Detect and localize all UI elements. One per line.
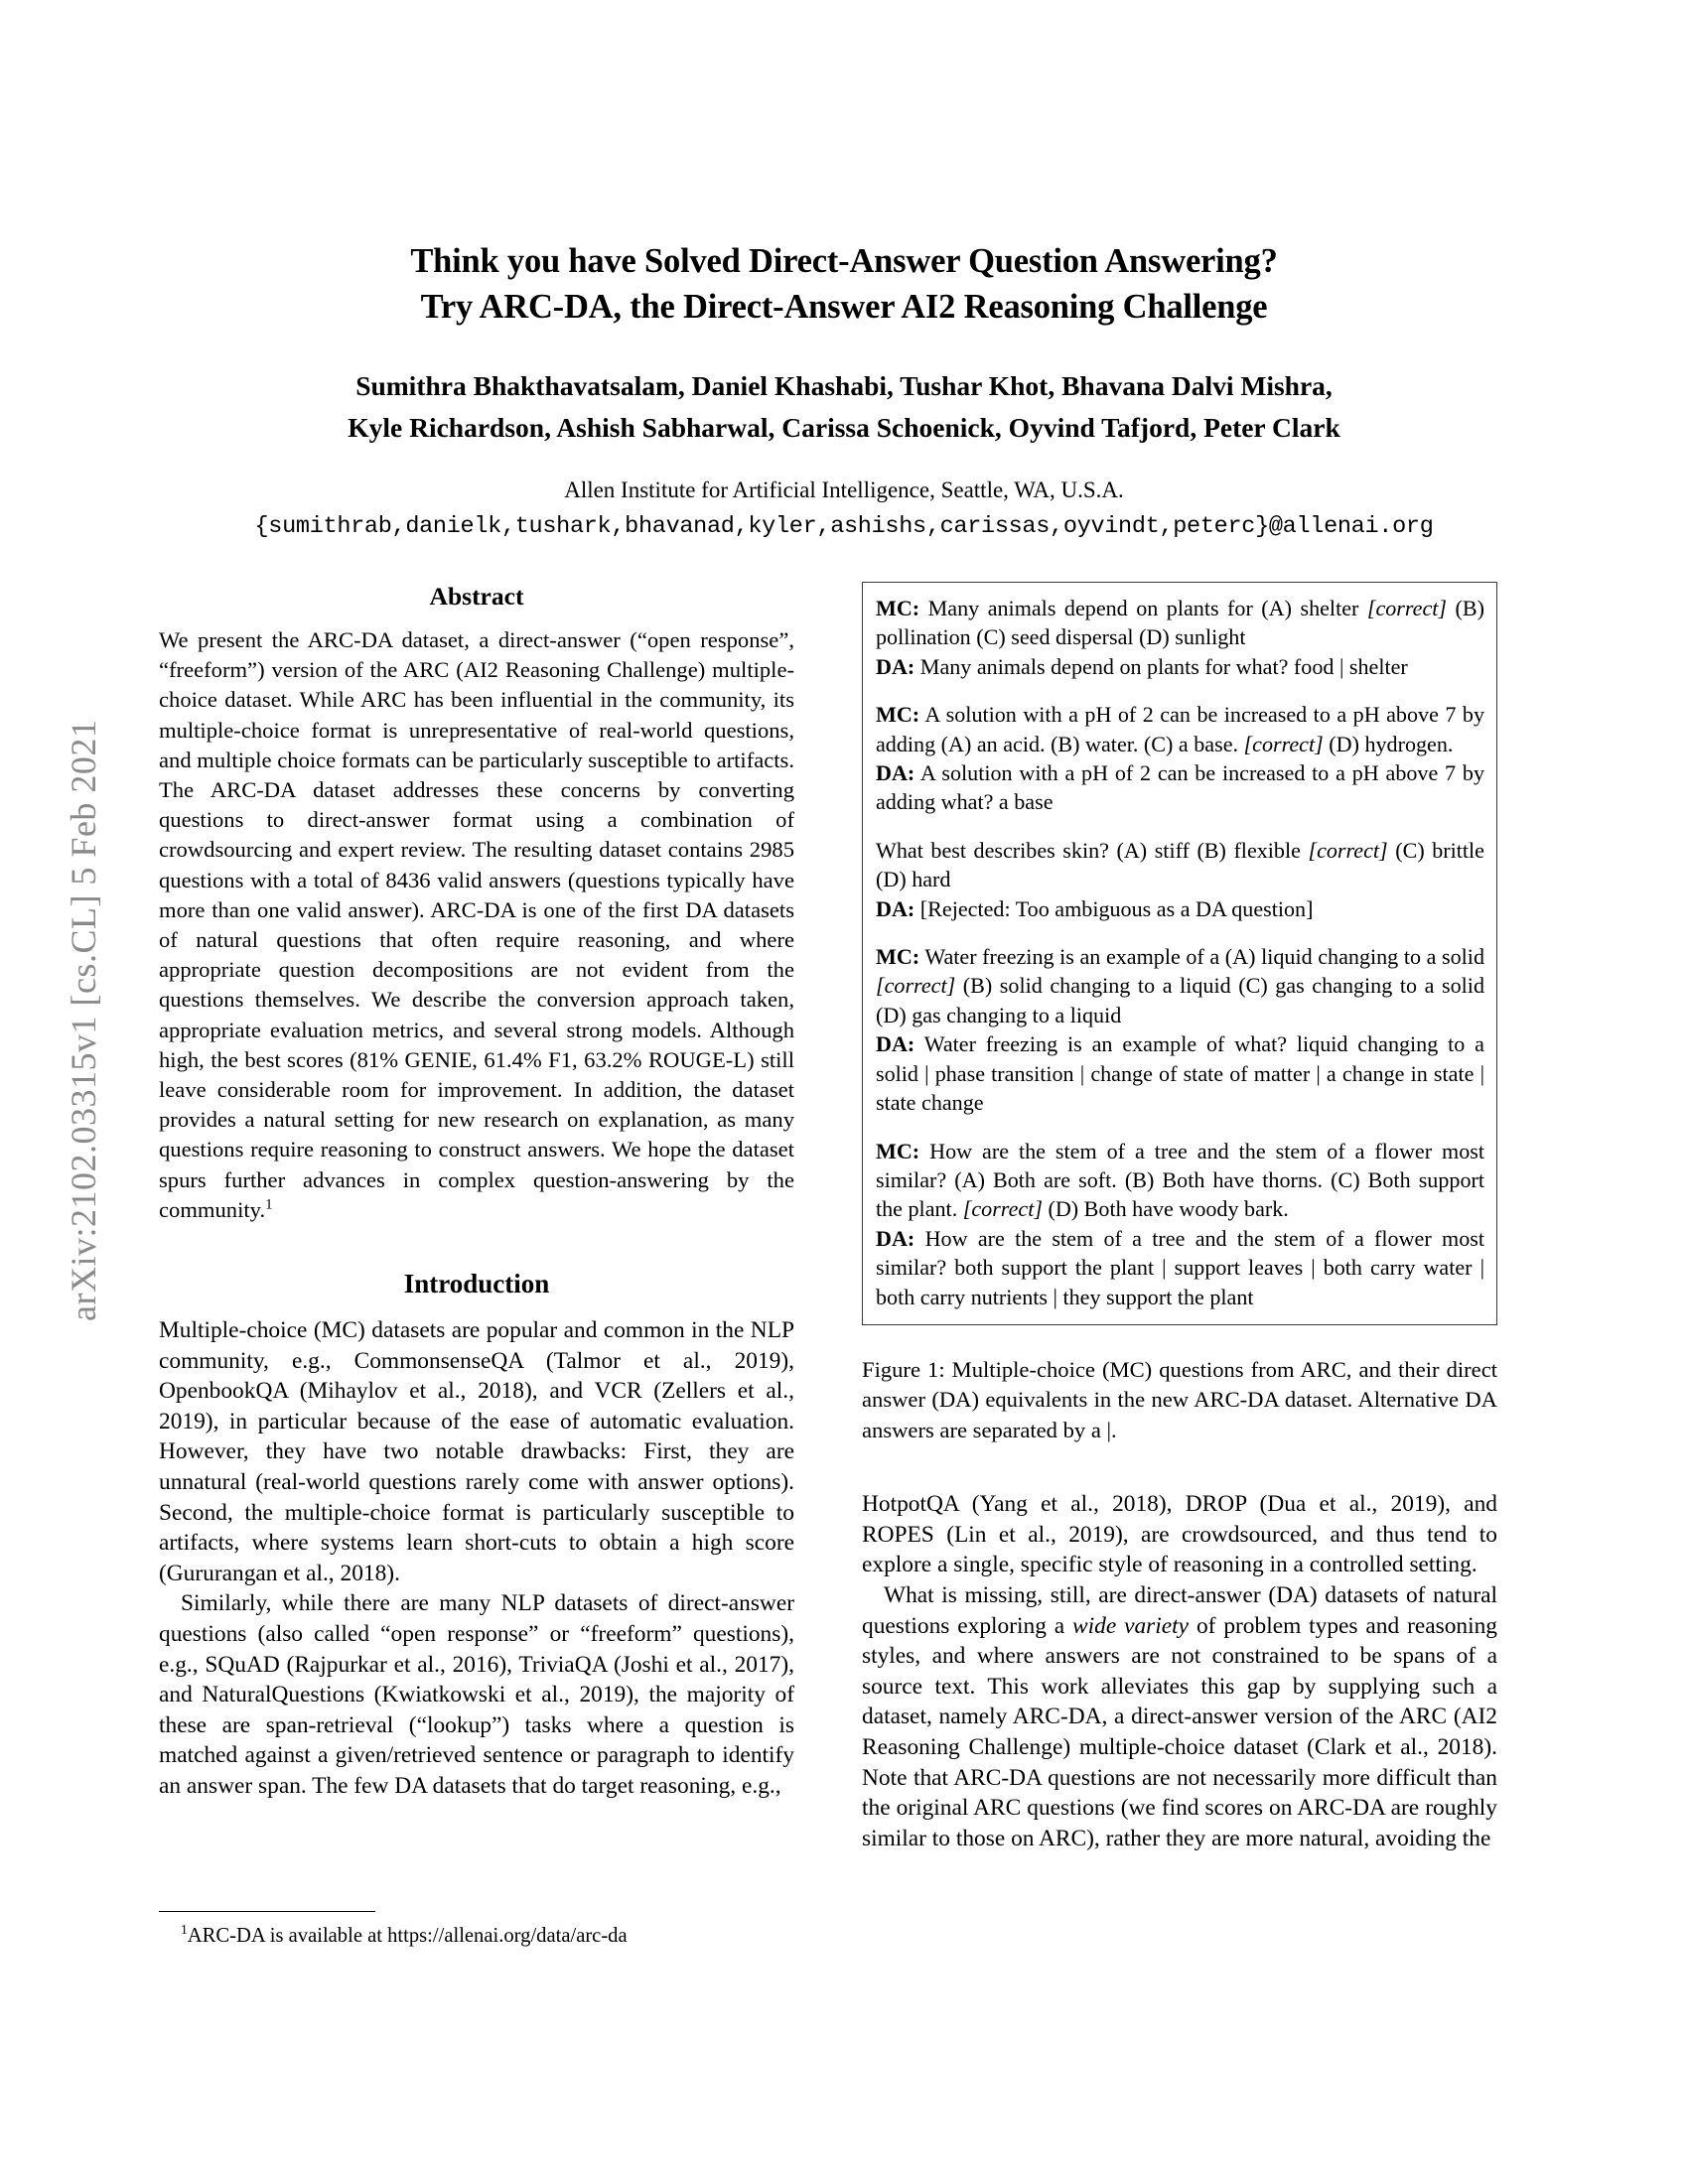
mc-text-post: (B) solid changing to a liquid (C) gas changing to a solid (D) gas changing to a liquid	[876, 973, 1484, 1027]
right-column-body	[862, 1489, 1497, 1853]
mc-text-pre: How are the stem of a tree and the stem of a flower most similar? (A) Both are soft. (B) Both have thorns. (C) Both support the plant.	[876, 1138, 1484, 1222]
paper-title-line-2: Try ARC-DA, the Direct-Answer AI2 Reasoning Challenge	[420, 288, 1268, 326]
masthead	[149, 238, 1539, 544]
mc-text-post: (D) Both have woody bark.	[1042, 1196, 1289, 1222]
paper-title-line-1: Think you have Solved Direct-Answer Question Answering?	[410, 242, 1278, 280]
da-text: How are the stem of a tree and the stem of a flower most similar? both support the plant | support leaves | both carry water | both carry nutrients | they support the plant	[876, 1225, 1484, 1309]
abstract-heading: Abstract	[429, 582, 524, 611]
right-column	[862, 582, 1497, 1853]
abstract-body: We present the ARC-DA dataset, a direct-answer (“open response”, “freeform”) version of the ARC (AI2 Reasoning Challenge) multiple-choice dataset. While ARC has been influential in the community, its multiple-choice format is unrepresentative of real-world questions, and multiple choice formats can be particularly susceptible to artifacts. The ARC-DA dataset addresses these concerns by converting questions to direct-answer format using a combination of crowdsourcing and expert review. The resulting dataset contains 2985 questions with a total of 8436 valid answers (questions typically have more than one valid answer). ARC-DA is one of the first DA datasets of natural questions that often require reasoning, and where appropriate question decompositions are not evident from the questions themselves. We describe the conversion approach taken, appropriate evaluation metrics, and several strong models. Although high, the best scores (81% GENIE, 61.4% F1, 63.2% ROUGE-L) still leave considerable room for improvement. In addition, the dataset provides a natural setting for new research on explanation, as many questions require reasoning to construct answers. We hope the dataset spurs further advances in complex question-answering by the community.	[159, 627, 794, 1222]
mc-text-post: (D) hydrogen.	[1323, 731, 1454, 756]
author-emails: {sumithrab,danielk,tushark,bhavanad,kyler,ashishs,carissas,oyvindt,peterc}@allenai.org	[254, 513, 1434, 540]
footnote-marker: 1	[181, 1922, 188, 1938]
mc-label: MC:	[876, 1138, 920, 1163]
introduction-paragraph-2: Similarly, while there are many NLP datasets of direct-answer questions (also called “open response” or “freeform” questions), e.g., SQuAD (Rajpurkar et al., 2016), TriviaQA (Joshi et al., 2017), and NaturalQuestions (Kwiatkowski et al., 2019), the majority of these are span-retrieval (“lookup”) tasks where a question is matched against a given/retrieved sentence or paragraph to identify an answer span. The few DA datasets that do target reasoning, e.g.,	[159, 1590, 794, 1799]
right-paragraph-1: HotpotQA (Yang et al., 2018), DROP (Dua et al., 2019), and ROPES (Lin et al., 2019), are crowdsourced, and thus tend to explore a single, specific style of reasoning in a controlled setting.	[862, 1491, 1497, 1578]
abstract-text	[159, 625, 794, 1225]
figure-example	[876, 1137, 1484, 1311]
correct-marker: [correct]	[1308, 837, 1388, 863]
figure-example	[876, 594, 1484, 681]
correct-marker: [correct]	[962, 1196, 1043, 1222]
figure-example	[876, 836, 1484, 923]
mc-label: MC:	[876, 596, 920, 620]
correct-marker: [correct]	[1366, 596, 1448, 620]
abstract-footnote-marker: 1	[265, 1196, 273, 1213]
introduction-paragraph-1: Multiple-choice (MC) datasets are popular and common in the NLP community, e.g., CommonsenseQA (Talmor et al., 2019), OpenbookQA (Mihaylov et al., 2018), and VCR (Zellers et al., 2019), in particular because of the ease of automatic evaluation. However, they have two notable drawbacks: First, they are unnatural (real-world questions rarely come with answer options). Second, the multiple-choice format is particularly susceptible to artifacts, where systems learn short-cuts to obtain a high score (Gururangan et al., 2018).	[159, 1317, 794, 1586]
left-column	[159, 582, 794, 1802]
da-label: DA:	[876, 1225, 915, 1251]
mc-text-pre: Many animals depend on plants for (A) shelter	[919, 596, 1367, 620]
right-paragraph-2-part-1: What is missing, still, are direct-answer (DA) datasets of natural questions exploring a	[862, 1581, 1497, 1639]
footnote-area	[159, 1911, 794, 1950]
figure-1-box	[862, 582, 1497, 1325]
footnote-text: ARC-DA is available at https://allenai.org/data/arc-da	[187, 1925, 628, 1947]
mc-text-pre: What best describes skin? (A) stiff (B) flexible	[876, 837, 1309, 863]
mc-text-post: (B) pollination (C) seed dispersal (D) sunlight	[876, 596, 1484, 650]
correct-marker: [correct]	[1243, 731, 1324, 756]
arxiv-stamp: arXiv:2102.03315v1 [cs.CL] 5 Feb 2021	[64, 719, 103, 1321]
da-label: DA:	[876, 653, 915, 679]
footnote-separator	[159, 1911, 375, 1912]
author-line-2: Kyle Richardson, Ashish Sabharwal, Carissa Schoenick, Oyvind Tafjord, Peter Clark	[348, 412, 1340, 443]
correct-marker: [correct]	[876, 973, 956, 999]
figure-1-caption: Figure 1: Multiple-choice (MC) questions from ARC, and their direct answer (DA) equivalents in the new ARC-DA dataset. Alternative DA answers are separated by a |.	[862, 1356, 1497, 1442]
da-label: DA:	[876, 760, 915, 786]
introduction-heading: Introduction	[403, 1269, 550, 1299]
mc-text-pre: A solution with a pH of 2 can be increased to a pH above 7 by adding (A) an acid. (B) water. (C) a base.	[876, 702, 1484, 756]
figure-example	[876, 700, 1484, 817]
da-label: DA:	[876, 895, 915, 921]
author-line-1: Sumithra Bhakthavatsalam, Daniel Khashabi, Tushar Khot, Bhavana Dalvi Mishra,	[355, 370, 1333, 401]
mc-label: MC:	[876, 702, 920, 728]
footnote-1	[159, 1923, 794, 1950]
mc-label: MC:	[876, 944, 920, 970]
right-paragraph-2	[862, 1580, 1497, 1853]
affiliation: Allen Institute for Artificial Intelligence, Seattle, WA, U.S.A.	[564, 478, 1124, 502]
da-text: Many animals depend on plants for what? food | shelter	[914, 653, 1408, 679]
da-text: Water freezing is an example of what? liquid changing to a solid | phase transition | change of state of matter | a change in state | state change	[876, 1031, 1484, 1116]
da-text: [Rejected: Too ambiguous as a DA question]	[914, 895, 1314, 921]
mc-text-post: (C) brittle (D) hard	[876, 837, 1484, 892]
right-paragraph-2-part-2: of problem types and reasoning styles, and where answers are not constrained to be spans of a source text. This work alleviates this gap by supplying such a dataset, namely ARC-DA, a direct-answer version of the ARC (AI2 Reasoning Challenge) multiple-choice dataset (Clark et al., 2018). Note that ARC-DA questions are not necessarily more difficult than the original ARC questions (we find scores on ARC-DA are roughly similar to those on ARC), rather they are more natural, avoiding the	[862, 1612, 1497, 1851]
right-paragraph-2-emphasis: wide variety	[1072, 1612, 1190, 1639]
figure-example	[876, 942, 1484, 1117]
da-text: A solution with a pH of 2 can be increased to a pH above 7 by adding what? a base	[876, 760, 1484, 815]
da-label: DA:	[876, 1031, 915, 1057]
author-list	[149, 365, 1539, 449]
mc-text-pre: Water freezing is an example of a (A) liquid changing to a solid	[919, 944, 1484, 970]
